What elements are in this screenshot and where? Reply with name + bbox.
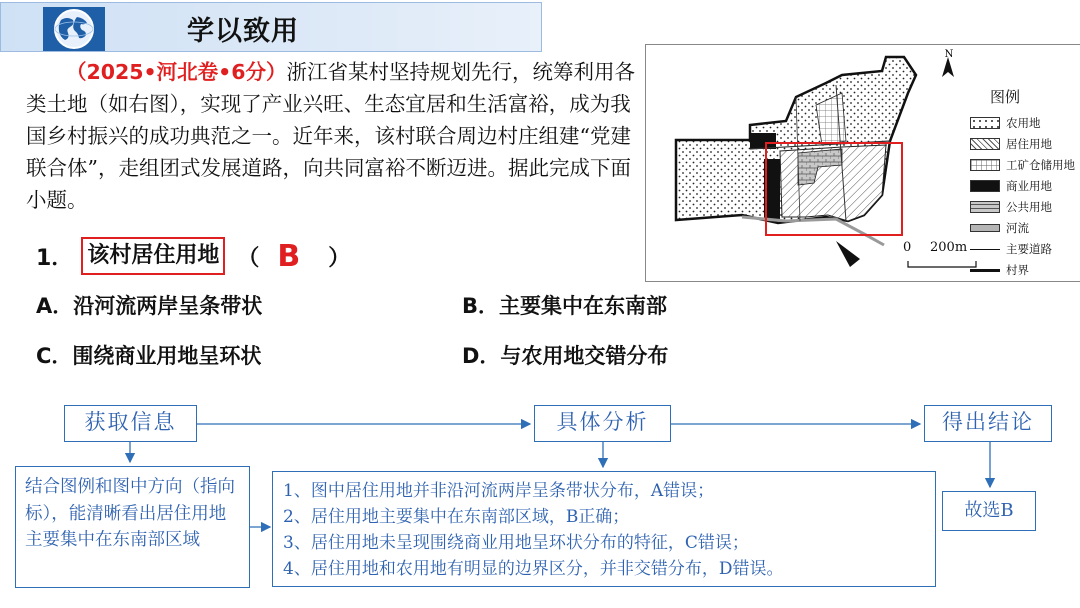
option-a[interactable]: A．沿河流两岸呈条带状 — [36, 294, 263, 318]
intro-paragraph — [26, 56, 636, 216]
conclusion-text: 故选B — [964, 500, 1014, 521]
analysis-line-1: 1、图中居住用地并非沿河流两岸呈条带状分布，A错误； — [283, 481, 715, 501]
analysis-line-3: 3、居住用地未呈现围绕商业用地呈环状分布的特征，C错误； — [283, 533, 749, 553]
paren-close: ） — [328, 245, 351, 271]
legend-residential: 居住用地 — [970, 137, 1052, 151]
public-swatch — [970, 201, 1000, 213]
option-c[interactable]: C．围绕商业用地呈环状 — [36, 344, 262, 368]
analysis-box — [272, 471, 936, 587]
step-get-info: 获取信息 — [64, 405, 197, 442]
legend-road: 主要道路 — [970, 242, 1052, 256]
answer-mark: B — [277, 238, 301, 274]
legend-river: 河流 — [970, 221, 1029, 235]
globe-icon — [43, 7, 105, 51]
road-swatch — [970, 249, 1000, 250]
title-banner — [0, 2, 542, 52]
question-source: （2025•河北卷•6分） — [66, 60, 287, 84]
north-label: N — [944, 49, 954, 60]
option-d[interactable]: D．与农用地交错分布 — [462, 344, 669, 368]
scale-zero: 0 — [903, 240, 912, 255]
legend-farmland: 农用地 — [970, 116, 1041, 130]
boundary-swatch — [970, 269, 1000, 272]
analysis-line-2: 2、居住用地主要集中在东南部区域，B正确； — [283, 507, 630, 527]
industrial-swatch — [970, 159, 1000, 171]
legend-title: 图例 — [990, 88, 1021, 106]
conclusion-box — [942, 491, 1036, 531]
river-swatch — [970, 224, 1000, 232]
commercial-swatch — [970, 180, 1000, 192]
farmland-swatch — [970, 117, 1000, 129]
question-line — [36, 236, 350, 276]
legend-public: 公共用地 — [970, 200, 1052, 214]
legend-boundary: 村界 — [970, 263, 1029, 277]
question-number: 1． — [36, 245, 74, 271]
intro-text: 浙江省某村坚持规划先行，统筹利用各类土地（如右图），实现了产业兴旺、生态宜居和生活富裕，成为我国乡村振兴的成功典范之一。近年来，该村联合周边村庄组建“党建联合体”，走组团式发展道路，向共同富裕不断迈进。据此完成下面小题。 — [26, 60, 636, 212]
info-box — [15, 466, 250, 588]
legend-industrial: 工矿仓储用地 — [970, 158, 1075, 172]
legend-commercial: 商业用地 — [970, 179, 1052, 193]
scale-label: 200m — [930, 240, 968, 255]
option-b[interactable]: B．主要集中在东南部 — [462, 294, 668, 318]
residential-swatch — [970, 138, 1000, 150]
banner-title: 学以致用 — [187, 16, 299, 47]
question-stem: 该村居住用地 — [81, 237, 225, 275]
analysis-line-4: 4、居住用地和农用地有明显的边界区分，并非交错分布，D错误。 — [283, 559, 784, 579]
step-analysis: 具体分析 — [534, 405, 671, 442]
info-text: 结合图例和图中方向（指向标），能清晰看出居住用地主要集中在东南部区域 — [25, 477, 235, 550]
step-conclusion: 得出结论 — [924, 405, 1052, 442]
paren-open: （ — [237, 245, 260, 271]
